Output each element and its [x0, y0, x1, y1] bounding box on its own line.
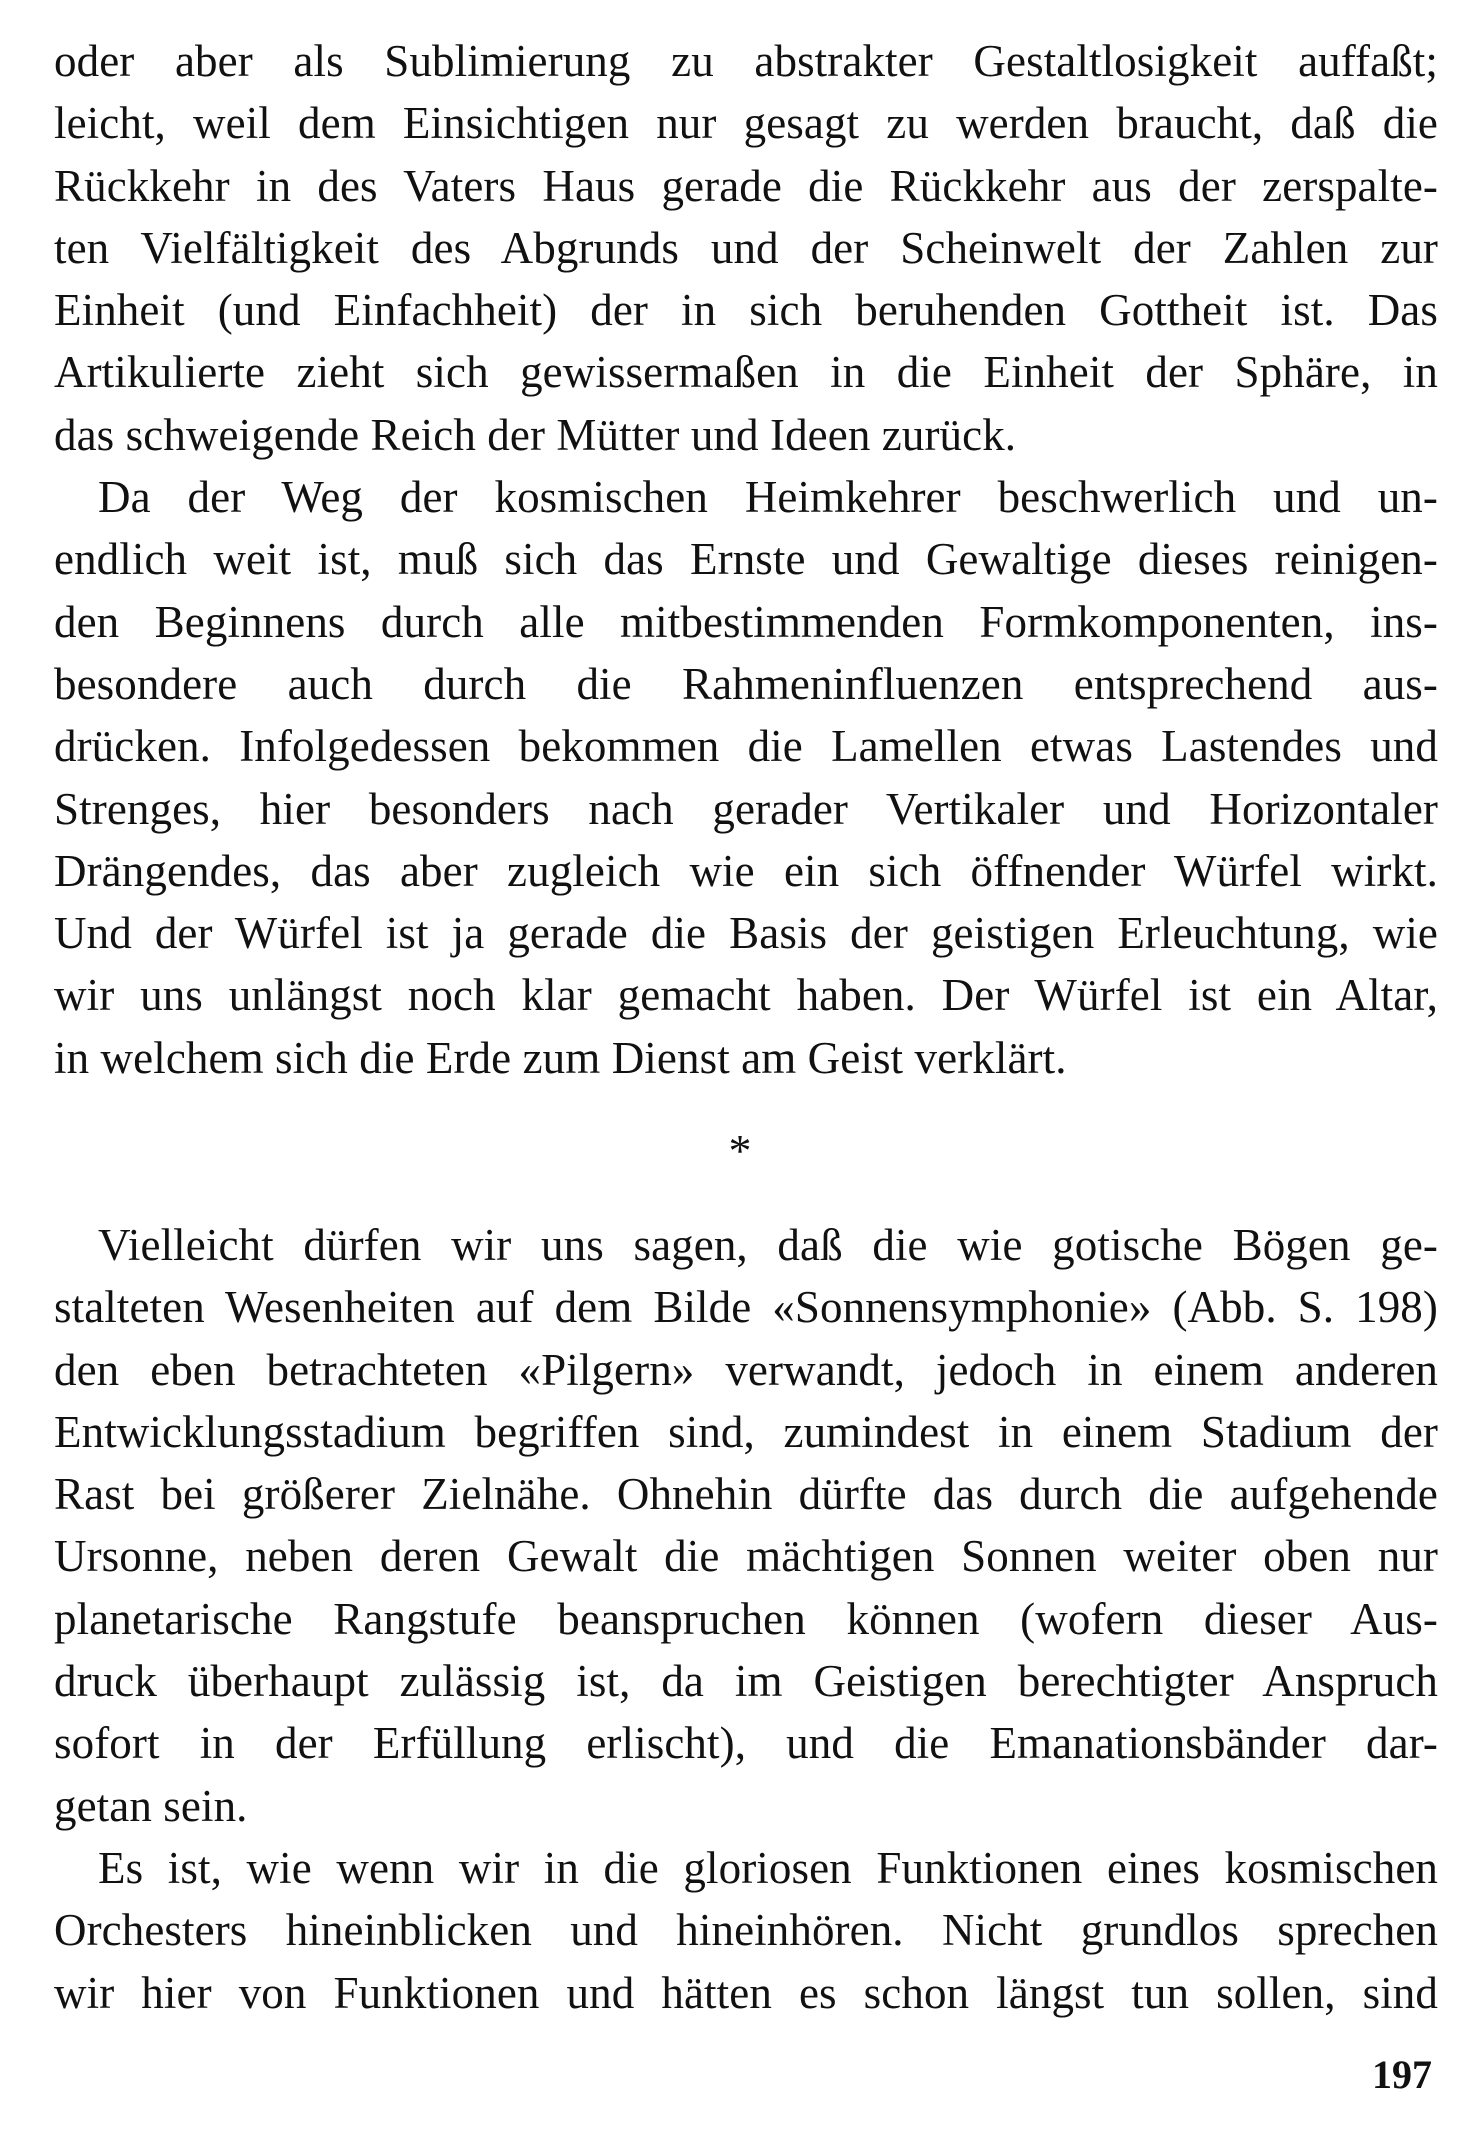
paragraph — [54, 1837, 1438, 2024]
text-line: ten Vielfältigkeit des Abgrunds und der Scheinwelt der Zahlen zur — [54, 222, 1438, 273]
page-number: 197 — [1372, 2052, 1432, 2097]
text-line: das schweigende Reich der Mütter und Ideen zurück. — [54, 409, 1017, 460]
text-line: Entwicklungsstadium begriffen sind, zumindest in einem Stadium der — [54, 1406, 1438, 1457]
text-line: oder aber als Sublimierung zu abstrakter Gestaltlosigkeit auffaßt; — [54, 36, 1438, 86]
text-line: besondere auch durch die Rahmeninfluenzen entsprechend aus- — [54, 658, 1438, 709]
text-line: getan sein. — [54, 1780, 248, 1831]
text-line: Rast bei größerer Zielnähe. Ohnehin dürfte das durch die aufgehende — [54, 1469, 1438, 1520]
text-line: endlich weit ist, muß sich das Ernste und Gewaltige dieses reinigen- — [54, 534, 1438, 585]
text-line: Vielleicht dürfen wir uns sagen, daß die wie gotische Bögen ge- — [98, 1220, 1438, 1270]
section-separator: * — [728, 1125, 752, 1176]
text-line: leicht, weil dem Einsichtigen nur gesagt zu werden braucht, daß die — [54, 98, 1438, 149]
body-text — [54, 30, 1438, 1089]
text-line: Ursonne, neben deren Gewalt die mächtigen Sonnen weiter oben nur — [54, 1531, 1438, 1582]
paragraph — [54, 30, 1438, 466]
text-line: Orchesters hineinblicken und hineinhören. Nicht grundlos sprechen — [54, 1905, 1438, 1956]
paragraph — [54, 1214, 1438, 1837]
text-line: Da der Weg der kosmischen Heimkehrer beschwerlich und un- — [98, 472, 1438, 523]
text-line: Strenges, hier besonders nach gerader Vertikaler und Horizontaler — [54, 783, 1438, 834]
text-line: planetarische Rangstufe beanspruchen können (wofern dieser Aus- — [54, 1593, 1438, 1644]
text-line: den eben betrachteten «Pilgern» verwandt, jedoch in einem anderen — [54, 1344, 1438, 1395]
text-line: stalteten Wesenheiten auf dem Bilde «Sonnensymphonie» (Abb. S. 198) — [54, 1282, 1438, 1333]
text-line: drücken. Infolgedessen bekommen die Lamellen etwas Lastendes und — [54, 721, 1438, 772]
text-line: in welchem sich die Erde zum Dienst am Geist verklärt. — [54, 1032, 1067, 1083]
text-line: wir uns unlängst noch klar gemacht haben. Der Würfel ist ein Altar, — [54, 970, 1438, 1021]
text-line: Einheit (und Einfachheit) der in sich beruhenden Gottheit ist. Das — [54, 285, 1438, 336]
body-text-continued — [54, 1214, 1438, 2024]
text-line: Und der Würfel ist ja gerade die Basis der geistigen Erleuchtung, wie — [54, 908, 1438, 959]
text-line: Artikulierte zieht sich gewissermaßen in die Einheit der Sphäre, in — [54, 347, 1438, 398]
text-line: sofort in der Erfüllung erlischt), und die Emanationsbänder dar- — [54, 1718, 1438, 1769]
text-line: wir hier von Funktionen und hätten es schon längst tun sollen, sind — [54, 1967, 1438, 2018]
paragraph — [54, 466, 1438, 1089]
text-line: Drängendes, das aber zugleich wie ein sich öffnender Würfel wirkt. — [54, 845, 1438, 896]
text-line: Rückkehr in des Vaters Haus gerade die Rückkehr aus der zerspalte- — [54, 160, 1438, 211]
text-line: den Beginnens durch alle mitbestimmenden Formkomponenten, ins- — [54, 596, 1438, 647]
text-line: Es ist, wie wenn wir in die gloriosen Funktionen eines kosmischen — [98, 1842, 1438, 1893]
text-line: druck überhaupt zulässig ist, da im Geistigen berechtigter Anspruch — [54, 1656, 1438, 1707]
